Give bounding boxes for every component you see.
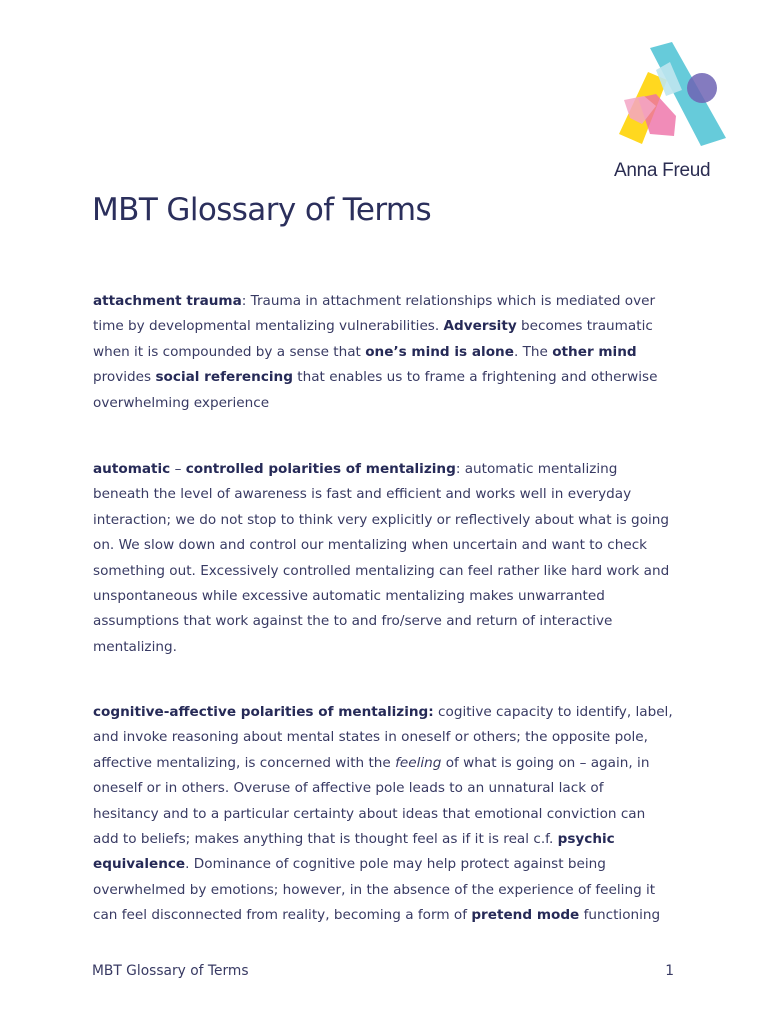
glossary-term: pretend mode: [471, 907, 580, 924]
glossary-term: psychic equivalence: [93, 831, 615, 873]
glossary-term: automatic: [93, 461, 171, 477]
entry-text: that enables us to frame a frightening and otherwise overwhelming experience: [93, 369, 658, 411]
entry-text: : automatic mentalizing beneath the level of awareness is fast and efficient and works well in everyday interaction; we do not stop to think very explicitly or reflectively about what is going on. We slow down and control our mentalizing when uncertain and want to check something out. Excessively controlled mentalizing can feel rather like hard work and unspontaneous while excessive automatic mentalizing makes unwarranted assumptions that work against the to and fro/serve and return of interactive mentalizing.: [93, 461, 670, 655]
glossary-term: other mind: [552, 343, 637, 360]
entry-text: cogitive capacity to identify, label, and invoke reasoning about mental states in oneself or others; the opposite pole, affective mentalizing, is concerned with the: [93, 704, 673, 771]
glossary-term: controlled polarities of mentalizing: [185, 461, 456, 477]
glossary-entry-automatic-controlled: [93, 457, 673, 660]
entry-text: functioning: [579, 907, 661, 924]
glossary-term: Adversity: [443, 318, 517, 335]
glossary-term: attachment trauma: [93, 293, 242, 309]
glossary-term: cognitive-affective polarities of mentalizing:: [93, 704, 434, 720]
entry-text: . The: [513, 343, 553, 360]
entry-text: provides: [93, 369, 156, 386]
glossary-term: one’s mind is alone: [365, 343, 514, 360]
logo-text: Anna Freud: [614, 160, 711, 181]
entry-text: –: [170, 461, 186, 477]
logo-mark-icon: [612, 40, 732, 158]
glossary-entry-attachment-trauma: [93, 289, 673, 416]
page-title: MBT Glossary of Terms: [92, 192, 432, 228]
entry-text: of what is going on – again, in oneself or in others. Overuse of affective pole leads to an unnatural lack of hesitancy and to a particular certainty about ideas that emotional conviction can add to beliefs; makes anything that is thought feel as if it is real c.f.: [93, 754, 650, 848]
entry-text: feeling: [395, 754, 442, 771]
entry-text: . Dominance of cognitive pole may help protect against being overwhelmed by emotions; however, in the absence of the experience of feeling it can feel disconnected from reality, becoming a form of: [93, 856, 656, 924]
entry-text: becomes traumatic when it is compounded by a sense that: [93, 318, 653, 360]
glossary-entry-cognitive-affective: [93, 700, 673, 929]
page-number: 1: [665, 963, 674, 979]
entry-text: : Trauma in attachment relationships which is mediated over time by developmental mentalizing vulnerabilities.: [93, 293, 656, 335]
anna-freud-logo: [610, 40, 730, 185]
page-footer: [92, 963, 674, 979]
glossary-term: social referencing: [155, 369, 293, 386]
footer-title: MBT Glossary of Terms: [92, 963, 249, 979]
